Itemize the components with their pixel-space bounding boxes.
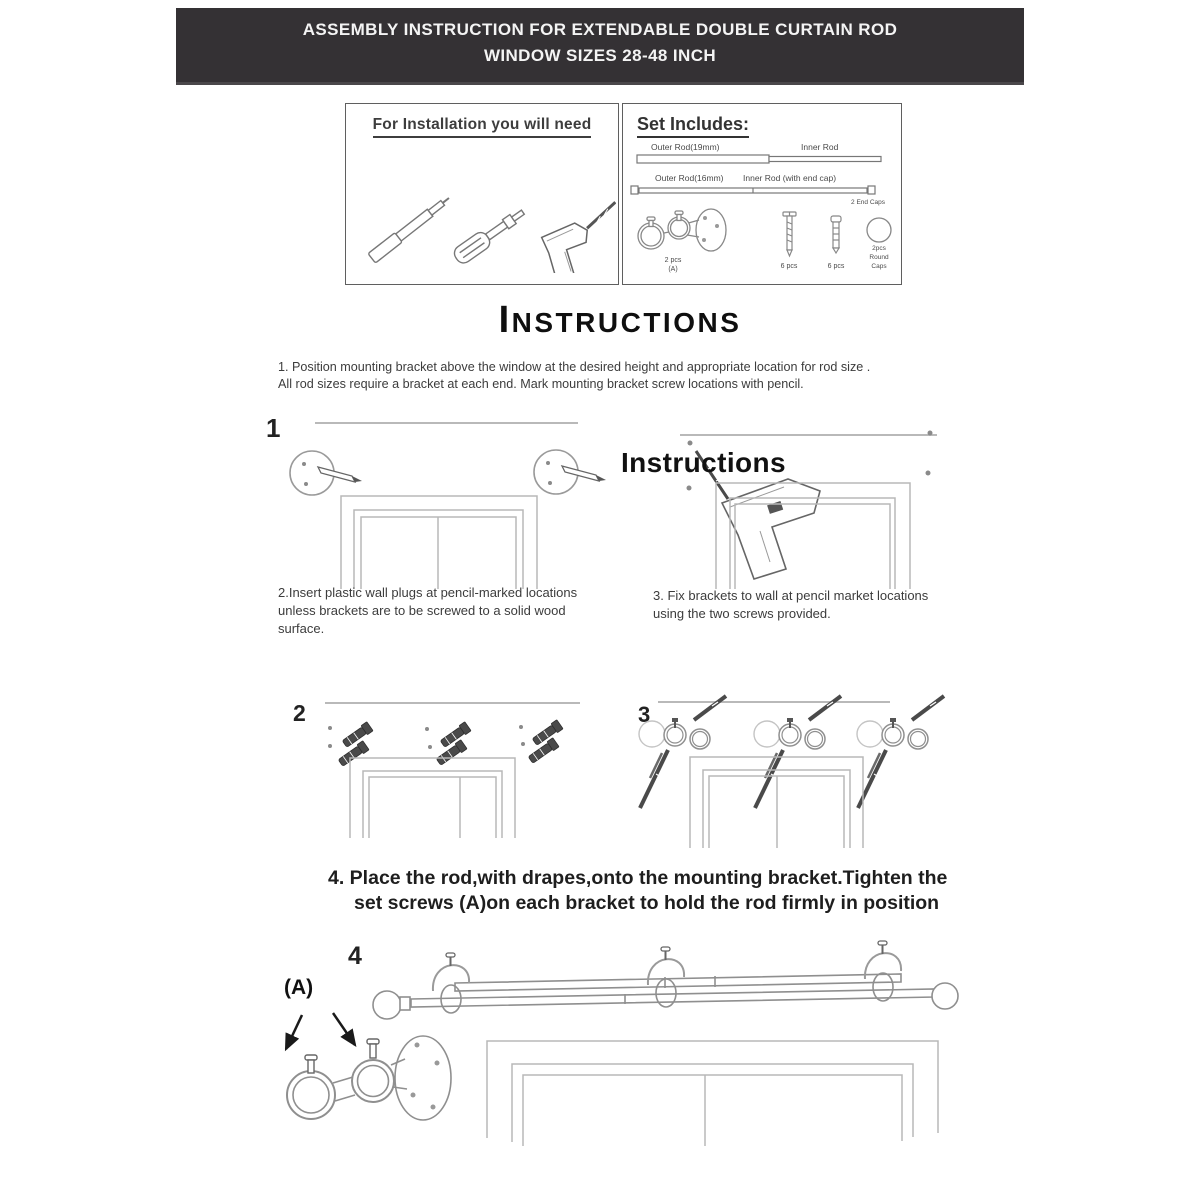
step3-line1: 3. Fix brackets to wall at pencil market locations <box>653 588 929 603</box>
set-contents-illustration <box>623 140 899 280</box>
set-box-title: Set Includes: <box>637 114 749 138</box>
set-screw-callout-label: (A) <box>284 976 314 999</box>
title-line-1: ASSEMBLY INSTRUCTION FOR EXTENDABLE DOUBLE CURTAIN ROD <box>302 20 898 39</box>
cap-qty-label: 2pcs <box>872 245 886 252</box>
mounting-plate-pencil-left <box>290 451 362 495</box>
title-banner <box>176 8 1024 85</box>
bracket-qty-label: 2 pcs <box>664 257 682 264</box>
step4-line2: set screws (A)on each bracket to hold the rod firmly in position <box>354 892 940 914</box>
step3-number: 3 <box>638 702 651 727</box>
step4-diagram <box>245 933 960 1178</box>
rod2-icon <box>631 186 875 194</box>
tools-box-title: For Installation you will need <box>373 116 592 138</box>
step1-diagram <box>260 407 980 589</box>
bracket-ref-label: (A) <box>668 266 678 273</box>
rod2-outer-label: Outer Rod(16mm) <box>655 173 724 183</box>
bracket-icon <box>638 209 726 251</box>
wall-plug-icon <box>831 216 841 253</box>
double-rod-assembly <box>373 941 958 1019</box>
cap-label-2: Caps <box>871 263 887 270</box>
cap-label-1: Round <box>869 254 889 261</box>
rod1-inner-label: Inner Rod <box>801 142 839 152</box>
bracket-group <box>754 696 841 808</box>
callout-arrows <box>286 1013 355 1049</box>
step2-line3: surface. <box>278 621 325 636</box>
round-cap-icon <box>867 218 891 242</box>
step1-line1: 1. Position mounting bracket above the window at the desired height and appropriate location for rod size . <box>278 360 871 374</box>
tools-illustration <box>346 138 616 273</box>
bracket-group <box>857 696 944 808</box>
step1-line2: All rod sizes require a bracket at each end. Mark mounting bracket screw locations with pencil. <box>278 377 804 391</box>
step1-number: 1 <box>266 413 281 443</box>
window-frame-left <box>341 496 537 589</box>
bracket-group <box>639 696 726 808</box>
instructions-overlay-text: Instructions <box>621 447 787 478</box>
step2-number: 2 <box>293 700 306 726</box>
step4-text <box>328 866 948 916</box>
plug-qty-label: 6 pcs <box>827 263 845 270</box>
mounting-plate-pencil-right <box>534 450 606 494</box>
tools-needed-box <box>345 103 619 285</box>
step2-line1: 2.Insert plastic wall plugs at pencil-marked locations <box>278 585 578 600</box>
instructions-heading: INSTRUCTIONS <box>498 299 742 341</box>
screwdriver-icon <box>451 205 528 266</box>
end-caps-label: 2 End Caps <box>851 199 885 206</box>
step4-line1: 4. Place the rod,with drapes,onto the mounting bracket.Tighten the <box>328 867 948 889</box>
extension-rod-icon <box>368 193 453 263</box>
step2-line2: unless brackets are to be screwed to a solid wood <box>278 603 566 618</box>
screw-icon <box>783 212 796 256</box>
rod1-outer-label: Outer Rod(19mm) <box>651 142 720 152</box>
step3-diagram <box>628 678 986 848</box>
step3-text <box>653 587 983 623</box>
step4-number: 4 <box>348 942 362 970</box>
window-frame <box>487 1041 938 1146</box>
step2-diagram <box>278 688 610 838</box>
bracket-detail <box>287 1036 451 1120</box>
wall-plugs <box>337 720 563 768</box>
window-frame <box>690 757 863 848</box>
screw-qty-label: 6 pcs <box>780 263 798 270</box>
title-line-2: WINDOW SIZES 28-48 INCH <box>483 46 717 65</box>
bracket-screwing-groups <box>639 696 944 808</box>
drill-icon <box>540 202 616 273</box>
step1-text <box>278 359 978 393</box>
rod2-inner-label: Inner Rod (with end cap) <box>743 173 837 183</box>
step2-text <box>278 584 638 638</box>
rod1-icon <box>637 155 881 163</box>
step3-line2: using the two screws provided. <box>653 606 831 621</box>
set-includes-box <box>622 103 902 285</box>
window-frame <box>350 758 515 838</box>
